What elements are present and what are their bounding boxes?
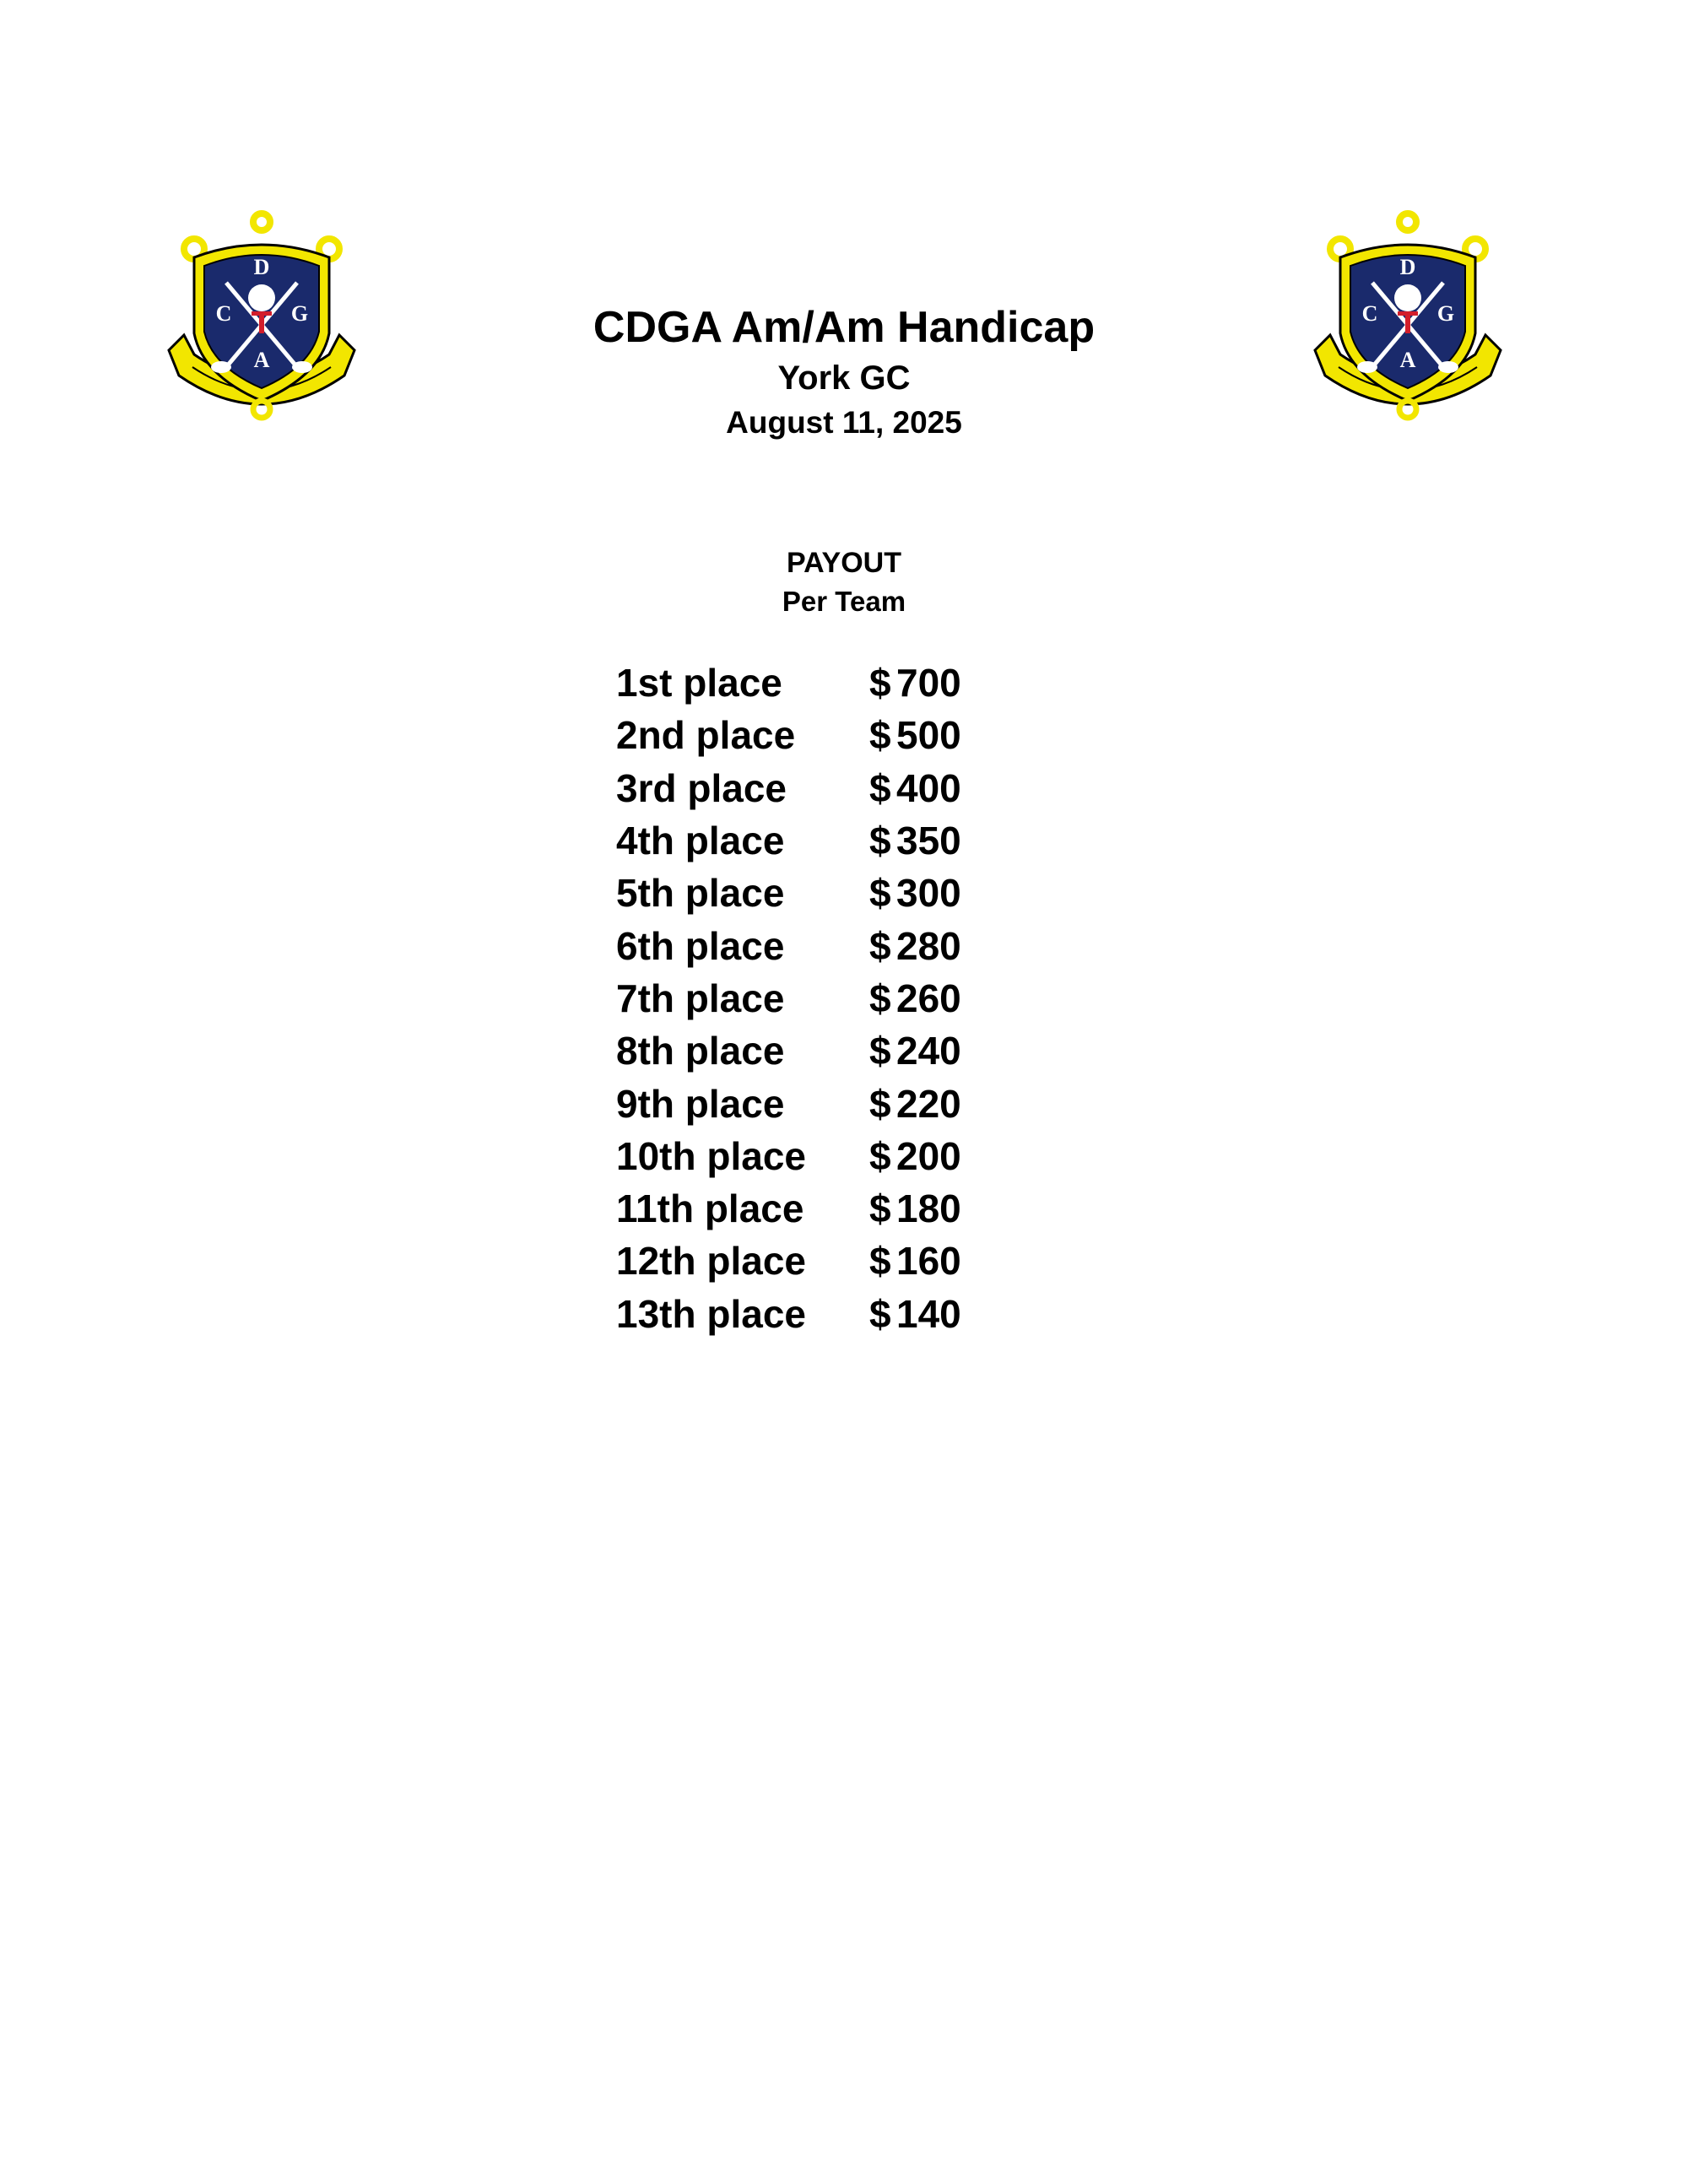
- svg-text:C: C: [1361, 301, 1378, 326]
- table-row: [616, 1235, 961, 1287]
- currency-symbol: $: [869, 713, 891, 758]
- place-label: 12th place: [616, 1239, 806, 1284]
- currency-symbol: $: [869, 1081, 891, 1126]
- place-label: 13th place: [616, 1291, 806, 1336]
- place-label: 1st place: [616, 661, 782, 705]
- table-row: [616, 814, 961, 867]
- table-row: [616, 1288, 961, 1340]
- payout-amount: 220: [896, 1081, 961, 1126]
- payout-amount: 700: [896, 661, 961, 705]
- place-label: 6th place: [616, 923, 785, 968]
- svg-text:D: D: [1399, 255, 1416, 279]
- svg-text:C: C: [215, 301, 232, 326]
- currency-symbol: $: [869, 976, 891, 1020]
- place-label: 9th place: [616, 1081, 785, 1126]
- payout-amount: 200: [896, 1133, 961, 1178]
- payout-table: [616, 657, 961, 1340]
- place-label: 8th place: [616, 1029, 785, 1073]
- table-row: [616, 1077, 961, 1129]
- page-title: CDGA Am/Am Handicap: [592, 303, 1096, 352]
- currency-symbol: $: [869, 819, 891, 863]
- place-label: 4th place: [616, 819, 785, 863]
- payout-amount: 500: [896, 713, 961, 758]
- payout-amount: 350: [896, 819, 961, 863]
- payout-amount: 280: [896, 923, 961, 968]
- payout-heading: PAYOUT: [786, 547, 902, 579]
- place-label: 11th place: [616, 1187, 804, 1231]
- table-row: [616, 762, 961, 814]
- table-row: [616, 1182, 961, 1235]
- table-row: [616, 657, 961, 709]
- payout-amount: 400: [896, 765, 961, 810]
- payout-amount: 180: [896, 1187, 961, 1231]
- payout-subheading: Per Team: [782, 586, 906, 617]
- payout-amount: 300: [896, 871, 961, 916]
- place-label: 2nd place: [616, 713, 796, 758]
- table-row: [616, 972, 961, 1024]
- currency-symbol: $: [869, 1187, 891, 1231]
- place-label: 3rd place: [616, 765, 787, 810]
- table-row: [616, 1024, 961, 1077]
- currency-symbol: $: [869, 923, 891, 968]
- payout-amount: 140: [896, 1291, 961, 1336]
- svg-text:A: A: [1399, 348, 1416, 372]
- payout-amount: 260: [896, 976, 961, 1020]
- svg-text:D: D: [253, 255, 270, 279]
- currency-symbol: $: [869, 1239, 891, 1284]
- payout-amount: 240: [896, 1029, 961, 1073]
- svg-text:G: G: [1436, 301, 1455, 326]
- table-row: [616, 709, 961, 761]
- place-label: 10th place: [616, 1133, 806, 1178]
- venue-name: York GC: [777, 359, 911, 397]
- place-label: 7th place: [616, 976, 785, 1020]
- currency-symbol: $: [869, 661, 891, 705]
- currency-symbol: $: [869, 765, 891, 810]
- table-row: [616, 1130, 961, 1182]
- currency-symbol: $: [869, 871, 891, 916]
- currency-symbol: $: [869, 1029, 891, 1073]
- svg-text:A: A: [253, 348, 270, 372]
- currency-symbol: $: [869, 1291, 891, 1336]
- table-row: [616, 867, 961, 919]
- payout-amount: 160: [896, 1239, 961, 1284]
- svg-text:G: G: [290, 301, 309, 326]
- event-date: August 11, 2025: [726, 405, 962, 440]
- table-row: [616, 919, 961, 971]
- currency-symbol: $: [869, 1133, 891, 1178]
- place-label: 5th place: [616, 871, 785, 916]
